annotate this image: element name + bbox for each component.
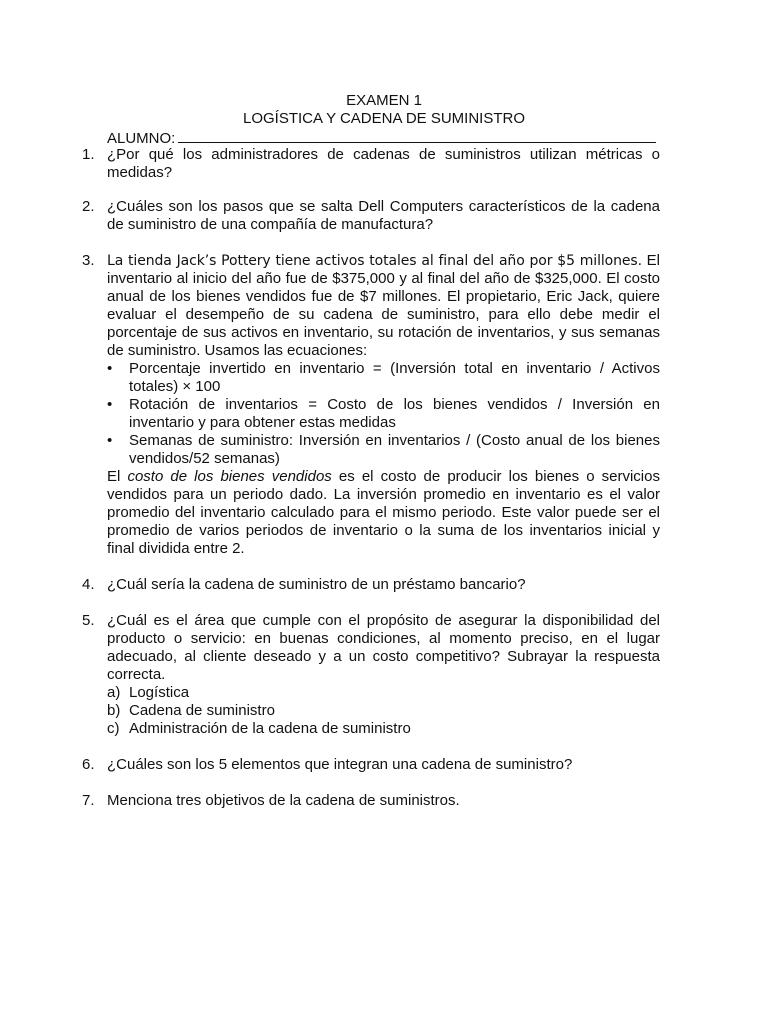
question-4: [82, 576, 660, 594]
closing-post: es el costo de producir los bienes o servicios vendidos para un periodo dado. La inversión promedio en inventario es el valor promedio del inventario calculado para el mismo periodo. Este valor puede ser el promedio de varios periodos de inventario o la suma de los inventarios inicial y final dividida entre 2.: [107, 468, 660, 557]
option-letter: c): [107, 720, 120, 737]
question-number: 3.: [82, 252, 95, 269]
equation-list: [107, 360, 660, 468]
equation-item: [107, 432, 660, 468]
closing-emphasis: costo de los bienes vendidos: [127, 468, 332, 485]
answer-option[interactable]: [107, 720, 660, 738]
question-7: [82, 792, 660, 810]
answer-option[interactable]: [107, 684, 660, 702]
equation-text: Rotación de inventarios = Costo de los bienes vendidos / Inversión en inventario y para obtener estas medidas: [129, 396, 660, 431]
question-text: ¿Por qué los administradores de cadenas de suministros utilizan métricas o medidas?: [107, 146, 660, 181]
question-number: 6.: [82, 756, 95, 773]
question-closing-text: [107, 468, 660, 558]
question-text: [107, 252, 660, 360]
question-5: [82, 612, 660, 738]
equation-item: [107, 360, 660, 396]
bullet-icon: •: [107, 360, 113, 377]
question-number: 5.: [82, 612, 95, 629]
question-number: 1.: [82, 146, 95, 163]
bullet-icon: •: [107, 432, 113, 449]
question-body-text: El inventario al inicio del año fue de $375,000 y al final del año de $325,000. El costo anual de los bienes vendidos fue de $7 millones. El propietario, Eric Jack, quiere evaluar el desempeño de su cadena de suministro, para ello debe medir el porcentaje de sus activos en inventario, su rotación de inventarios, y sus semanas de suministro. Usamos las ecuaciones:: [107, 252, 660, 359]
answer-option[interactable]: [107, 702, 660, 720]
question-1: [82, 146, 660, 182]
equation-text: Porcentaje invertido en inventario = (Inversión total en inventario / Activos totales) × 100: [129, 360, 660, 395]
exam-header: [0, 92, 768, 128]
option-letter: b): [107, 702, 121, 719]
question-number: 2.: [82, 198, 95, 215]
option-text: Logística: [129, 684, 190, 701]
question-text: ¿Cuál es el área que cumple con el propósito de asegurar la disponibilidad del producto o servicio: en buenas condiciones, al momento preciso, en el lugar adecuado, al cliente deseado y a un costo competitivo? Subrayar la respuesta correcta.: [107, 612, 660, 683]
equation-item: [107, 396, 660, 432]
option-text: Administración de la cadena de suministro: [129, 720, 411, 737]
exam-subject: LOGÍSTICA Y CADENA DE SUMINISTRO: [242, 110, 525, 127]
answer-options: [107, 684, 660, 738]
equation-text: Semanas de suministro: Inversión en inventarios / (Costo anual de los bienes vendidos/52 semanas): [129, 432, 660, 467]
bullet-icon: •: [107, 396, 113, 413]
question-text: ¿Cuáles son los pasos que se salta Dell Computers característicos de la cadena de suministro de una compañía de manufactura?: [107, 198, 660, 233]
question-lead-text: La tienda Jack’s Pottery tiene activos totales al final del año por $5 millones.: [107, 253, 642, 269]
question-number: 7.: [82, 792, 95, 809]
student-name-line: [107, 128, 656, 148]
option-letter: a): [107, 684, 121, 701]
question-3: [82, 252, 660, 558]
question-2: [82, 198, 660, 234]
exam-title: EXAMEN 1: [346, 92, 422, 109]
closing-pre: El: [107, 468, 128, 485]
question-6: [82, 756, 660, 774]
option-text: Cadena de suministro: [129, 702, 275, 719]
question-text: ¿Cuáles son los 5 elementos que integran una cadena de suministro?: [107, 756, 573, 773]
question-text: ¿Cuál sería la cadena de suministro de un préstamo bancario?: [107, 576, 526, 593]
student-label: ALUMNO:: [107, 130, 176, 147]
question-text: Menciona tres objetivos de la cadena de suministros.: [107, 792, 460, 809]
student-name-blank: [178, 128, 656, 143]
question-number: 4.: [82, 576, 95, 593]
